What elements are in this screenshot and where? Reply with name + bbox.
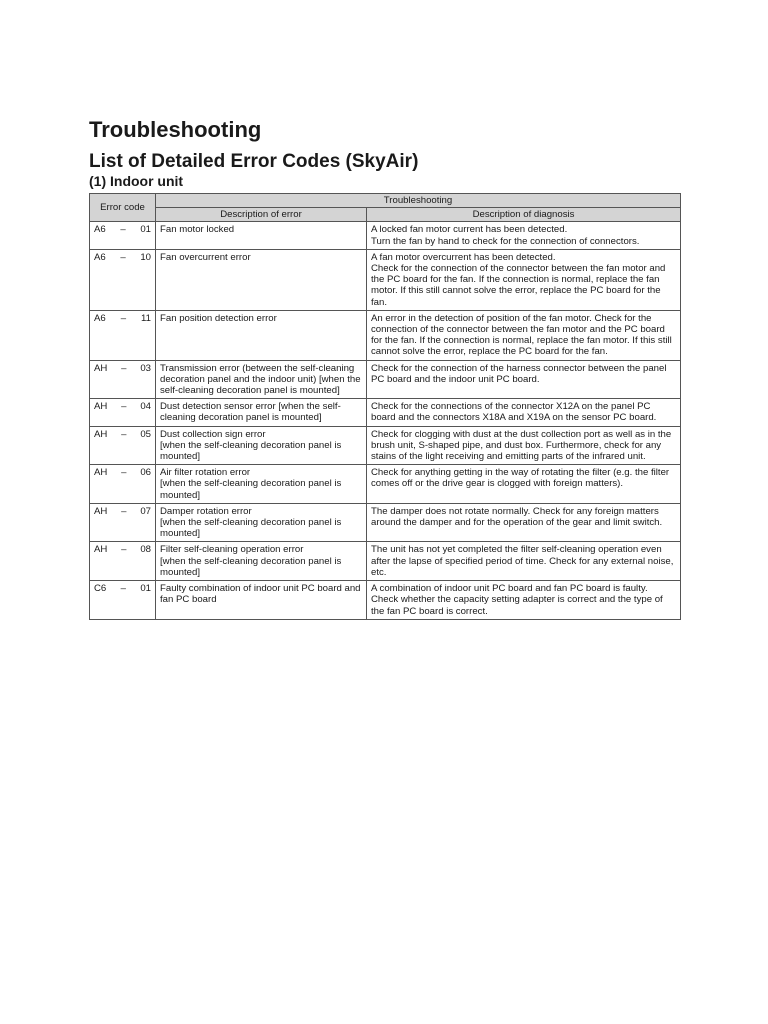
table-row [90, 426, 681, 465]
error-code-main: AH [94, 505, 108, 517]
diagnosis-description-cell: Check for the connection of the harness connector between the panel PC board and the indoor unit PC board. [367, 360, 681, 399]
error-code-dash: – [120, 583, 126, 595]
error-code-sub: 01 [140, 583, 151, 595]
table-row [90, 310, 681, 360]
header-description-of-diagnosis: Description of diagnosis [367, 208, 681, 222]
error-code-dash: – [121, 505, 127, 517]
error-code-dash: – [120, 251, 126, 263]
error-code-cell [90, 503, 156, 542]
error-description-cell: Fan overcurrent error [156, 249, 367, 310]
error-code [94, 467, 151, 478]
error-code-sub: 05 [140, 428, 151, 440]
error-code-main: AH [94, 428, 108, 440]
diagnosis-description-cell: Check for anything getting in the way of rotating the filter (e.g. the filter comes off or the drive gear is clogged with foreign matters). [367, 465, 681, 504]
diagnosis-description-cell: Check for clogging with dust at the dust collection port as well as in the brush unit, S-shaped pipe, and dust box. Furthermore, check for any stains of the light receiving and emitting parts of the infrared unit. [367, 426, 681, 465]
error-code-main: AH [94, 401, 108, 413]
error-code [94, 506, 151, 517]
error-code-dash: – [121, 401, 127, 413]
error-code-dash: – [121, 428, 127, 440]
diagnosis-description-cell: A fan motor overcurrent has been detected. Check for the connection of the connector between the fan motor and the PC board for the fan. If the connection is normal, replace the fan motor. If this still cannot solve the error, replace the PC board for the fan. [367, 249, 681, 310]
table-row [90, 399, 681, 426]
table-row [90, 249, 681, 310]
error-code-main: C6 [94, 583, 107, 595]
error-description-cell: Faulty combination of indoor unit PC board and fan PC board [156, 581, 367, 620]
error-code-main: A6 [94, 312, 106, 324]
error-description-cell: Fan motor locked [156, 222, 367, 249]
table-row [90, 222, 681, 249]
table-header-row-2 [90, 208, 681, 222]
error-code-sub: 08 [140, 544, 151, 556]
table-row [90, 542, 681, 581]
error-code-main: A6 [94, 251, 106, 263]
table-row [90, 465, 681, 504]
document-page [89, 116, 680, 620]
error-code-sub: 03 [140, 362, 151, 374]
error-code-cell [90, 360, 156, 399]
error-description-cell: Filter self-cleaning operation error [when the self-cleaning decoration panel is mounted] [156, 542, 367, 581]
diagnosis-description-cell: An error in the detection of position of the fan motor. Check for the connection of the connector between the fan motor and the PC board for the fan. If the connection is normal, replace the fan motor. If this still cannot solve the error, replace the PC board for the fan. [367, 310, 681, 360]
error-code-cell [90, 399, 156, 426]
error-code [94, 313, 151, 324]
error-description-cell: Transmission error (between the self-cleaning decoration panel and the indoor unit) [when the self-cleaning decoration panel is mounted] [156, 360, 367, 399]
section-heading: (1) Indoor unit [89, 173, 184, 189]
error-code-sub: 06 [140, 467, 151, 479]
error-code-main: AH [94, 544, 108, 556]
error-code-table [89, 193, 681, 620]
error-code [94, 224, 151, 235]
error-code-cell [90, 310, 156, 360]
error-code-sub: 11 [141, 312, 151, 324]
error-code-sub: 04 [140, 401, 151, 413]
error-code [94, 363, 151, 374]
error-code-dash: – [121, 544, 127, 556]
error-code-dash: – [120, 312, 127, 324]
error-description-cell: Damper rotation error [when the self-cleaning decoration panel is mounted] [156, 503, 367, 542]
table-body [90, 222, 681, 619]
error-code-cell [90, 249, 156, 310]
error-code-sub: 07 [140, 505, 151, 517]
error-code-main: A6 [94, 224, 106, 236]
header-description-of-error: Description of error [156, 208, 367, 222]
error-code [94, 429, 151, 440]
header-error-code: Error code [90, 194, 156, 222]
error-code-cell [90, 426, 156, 465]
error-code-main: AH [94, 467, 108, 479]
table-row [90, 503, 681, 542]
header-troubleshooting: Troubleshooting [156, 194, 681, 208]
page-title: Troubleshooting [89, 117, 262, 142]
diagnosis-description-cell: The unit has not yet completed the filter self-cleaning operation even after the lapse of specified period of time. Check for any external noise, etc. [367, 542, 681, 581]
error-description-cell: Air filter rotation error [when the self-cleaning decoration panel is mounted] [156, 465, 367, 504]
diagnosis-description-cell: A combination of indoor unit PC board and fan PC board is faulty. Check whether the capacity setting adapter is correct and the type of the fan PC board is correct. [367, 581, 681, 620]
table-row [90, 581, 681, 620]
error-code-cell [90, 465, 156, 504]
diagnosis-description-cell: Check for the connections of the connector X12A on the panel PC board and the connectors X18A and X19A on the sensor PC board. [367, 399, 681, 426]
error-code [94, 583, 151, 594]
error-description-cell: Fan position detection error [156, 310, 367, 360]
error-code-dash: – [121, 362, 127, 374]
error-description-cell: Dust collection sign error [when the self-cleaning decoration panel is mounted] [156, 426, 367, 465]
error-code-cell [90, 542, 156, 581]
error-code [94, 401, 151, 412]
error-code-cell [90, 222, 156, 249]
error-code-main: AH [94, 362, 108, 374]
table-row [90, 360, 681, 399]
diagnosis-description-cell: A locked fan motor current has been detected. Turn the fan by hand to check for the connection of connectors. [367, 222, 681, 249]
error-code-sub: 01 [140, 224, 151, 236]
error-code-sub: 10 [140, 251, 151, 263]
diagnosis-description-cell: The damper does not rotate normally. Check for any foreign matters around the damper and for the operation of the gear and limit switch. [367, 503, 681, 542]
error-code [94, 544, 151, 555]
error-code [94, 252, 151, 263]
error-code-dash: – [121, 467, 127, 479]
error-description-cell: Dust detection sensor error [when the self-cleaning decoration panel is mounted] [156, 399, 367, 426]
table-header-row-1 [90, 194, 681, 208]
page-subtitle: List of Detailed Error Codes (SkyAir) [89, 151, 419, 172]
error-code-dash: – [120, 224, 126, 236]
error-code-cell [90, 581, 156, 620]
